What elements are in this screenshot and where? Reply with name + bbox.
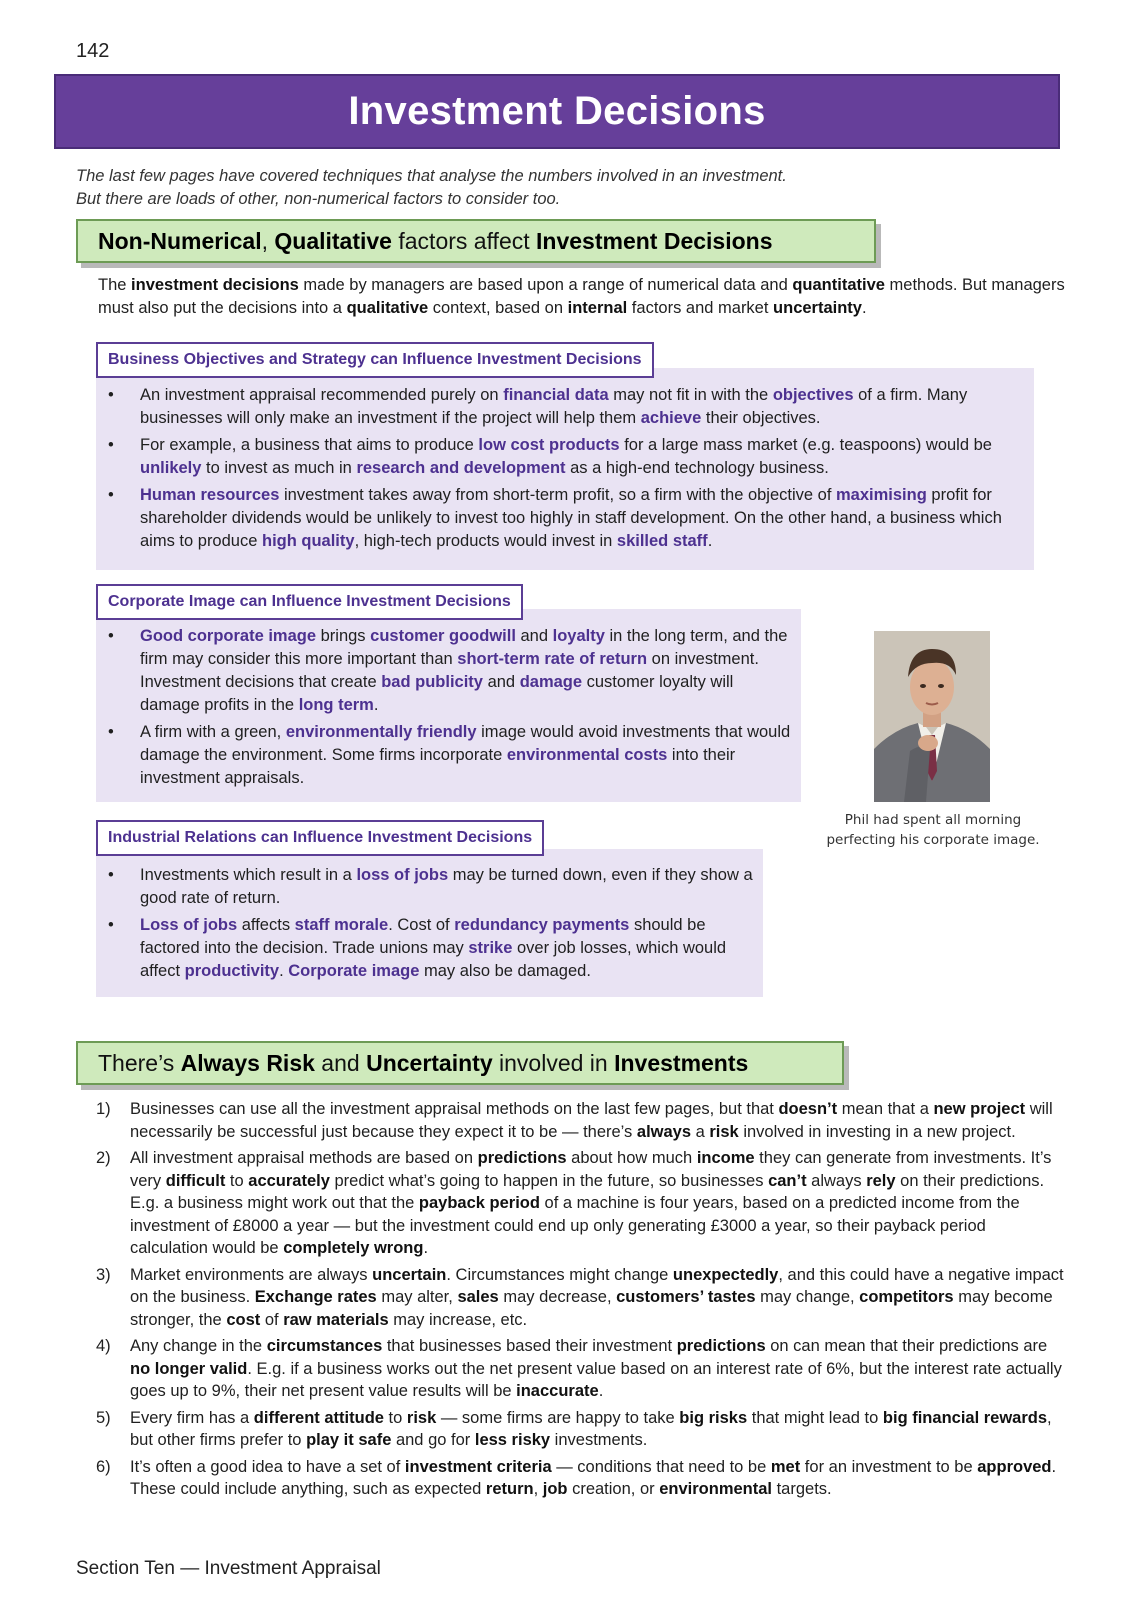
key-term: damage: [519, 673, 583, 691]
bullet-dot-icon: •: [108, 866, 114, 884]
corporate-man-photo: [874, 631, 990, 802]
key-term: loss of jobs: [356, 866, 449, 884]
numbered-item: 3) Market environments are always uncertain. Circumstances might change unexpectedly, and this could have a negative impact on the business. Exchange rates may alter, sales may decrease, customers’ tastes may change, competitors may become stronger, the cost of raw materials may increase, etc.: [96, 1265, 1064, 1329]
item-number: 4): [96, 1337, 111, 1355]
key-term: maximising: [836, 486, 927, 504]
key-term: long term: [298, 696, 374, 714]
bold-term: approved: [977, 1457, 1052, 1476]
key-term: high quality: [261, 532, 355, 550]
bold-term: uncertainty: [773, 299, 862, 317]
bold-term: inaccurate: [516, 1382, 599, 1400]
bold-term: risk: [406, 1408, 437, 1427]
bullet-item: • Good corporate image brings customer goodwill and loyalty in the long term, and the firm may consider this more important than short-term rate of return on investment. Investment decisions that create bad publicity and damage customer loyalty will damage profits in the long term.: [108, 627, 788, 714]
bold-term: cost: [226, 1310, 261, 1329]
bold-term: rely: [866, 1171, 896, 1190]
bold-term: new project: [933, 1100, 1026, 1118]
bold-term: competitors: [859, 1288, 954, 1306]
bold-term: raw materials: [283, 1310, 389, 1329]
corporate-image-list: [96, 625, 796, 794]
businessman-illustration: [874, 631, 990, 802]
key-term: customer goodwill: [370, 627, 516, 645]
bold-term: customers’ tastes: [616, 1288, 756, 1306]
bold-term: Investment Decisions: [536, 228, 773, 254]
bold-term: no longer valid: [130, 1359, 248, 1378]
bold-term: environmental: [659, 1480, 772, 1498]
business-objectives-list: [96, 384, 1021, 557]
intro-line-1: The last few pages have covered techniques that analyse the numbers involved in an investment.: [76, 167, 787, 185]
page-title: Investment Decisions: [348, 89, 766, 133]
page-number: 142: [76, 40, 110, 62]
numbered-item: 2) All investment appraisal methods are based on predictions about how much income they can generate from investments. It’s very difficult to accurately predict what’s going to happen in the future, so businesses can’t always rely on their predictions. E.g. a business might work out that the payback period of a machine is four years, based on a predicted income from the investment of £8000 a year — but the investment could end up only generating £3000 a year, so their payback period calculation would be completely wrong.: [96, 1149, 1052, 1257]
bold-term: uncertain: [372, 1265, 447, 1284]
bullet-item: • Investments which result in a loss of jobs may be turned down, even if they show a good rate of return.: [108, 866, 753, 907]
key-term: Good corporate image: [140, 627, 317, 645]
bold-term: Always Risk: [180, 1050, 315, 1076]
bold-term: predictions: [676, 1337, 766, 1355]
bullet-item: • An investment appraisal recommended purely on financial data may not fit in with the objectives of a firm. Many businesses will only make an investment if the project will help them achieve their objectives.: [108, 386, 968, 427]
bold-term: job: [542, 1480, 568, 1498]
bullet-item: • Human resources investment takes away from short-term profit, so a firm with the objective of maximising profit for shareholder dividends would be unlikely to invest too highly in staff development. On the other hand, a business which aims to produce high quality, high-tech products would invest in skilled staff.: [108, 486, 1002, 550]
item-number: 1): [96, 1100, 111, 1118]
bold-term: qualitative: [346, 299, 429, 317]
bullet-dot-icon: •: [108, 436, 114, 454]
bold-term: risk: [709, 1122, 739, 1141]
bullet-dot-icon: •: [108, 386, 114, 404]
bold-term: return: [485, 1480, 534, 1498]
key-term: loyalty: [552, 627, 605, 645]
key-term: research and development: [356, 459, 566, 477]
bold-term: less risky: [474, 1431, 551, 1449]
photo-caption-line-2: perfecting his corporate image.: [826, 832, 1040, 848]
key-term: Human resources: [140, 486, 280, 504]
bold-term: met: [770, 1457, 801, 1476]
numbered-item: 4) Any change in the circumstances that businesses based their investment predictions on can mean that their predictions are no longer valid. E.g. if a business works out the net present value based on an interest rate of 6%, but the interest rate actually goes up to 9%, their net present value results will be inaccurate.: [96, 1337, 1062, 1400]
item-number: 5): [96, 1408, 111, 1427]
bold-term: always: [636, 1122, 692, 1141]
bold-term: big risks: [679, 1408, 748, 1427]
section-heading-qualitative-factors: Non-Numerical, Qualitative factors affect Investment Decisions: [76, 219, 876, 263]
intro-text: [76, 165, 1076, 211]
section-heading-risk-uncertainty: There’s Always Risk and Uncertainty involved in Investments: [76, 1041, 844, 1085]
bold-term: Qualitative: [274, 228, 392, 254]
corporate-image-heading: Corporate Image can Influence Investment Decisions: [96, 584, 523, 620]
bold-term: play it safe: [306, 1431, 392, 1449]
bold-term: Uncertainty: [366, 1050, 493, 1076]
title-banner: [54, 74, 1060, 149]
item-number: 3): [96, 1265, 111, 1284]
business-objectives-heading: Business Objectives and Strategy can Influence Investment Decisions: [96, 342, 654, 378]
bold-term: Non-Numerical: [98, 228, 262, 254]
key-term: short-term rate of return: [457, 650, 648, 668]
item-number: 2): [96, 1149, 111, 1167]
bullet-dot-icon: •: [108, 916, 114, 934]
bold-term: sales: [457, 1288, 499, 1306]
bold-term: circumstances: [266, 1337, 383, 1355]
key-term: financial data: [503, 386, 609, 404]
bold-term: unexpectedly: [672, 1265, 779, 1284]
key-term: skilled staff: [616, 532, 708, 550]
industrial-relations-list: [96, 864, 756, 987]
photo-caption-line-1: Phil had spent all morning: [844, 812, 1022, 828]
key-term: environmental costs: [506, 746, 668, 764]
bold-term: quantitative: [792, 276, 885, 294]
key-term: objectives: [772, 386, 854, 404]
key-term: environmentally friendly: [285, 723, 477, 741]
risk-numbered-list: [76, 1098, 1066, 1505]
key-term: low cost products: [478, 436, 620, 454]
intro-line-2: But there are loads of other, non-numerical factors to consider too.: [76, 190, 561, 208]
bullet-dot-icon: •: [108, 486, 114, 504]
numbered-item: 1) Businesses can use all the investment appraisal methods on the last few pages, but that doesn’t mean that a new project will necessarily be successful just because they expect it to be — there’s always a risk involved in investing in a new project.: [96, 1100, 1053, 1141]
key-term: achieve: [640, 409, 702, 427]
key-term: Loss of jobs: [140, 916, 238, 934]
key-term: productivity: [184, 962, 280, 980]
key-term: staff morale: [294, 916, 389, 934]
key-term: unlikely: [140, 459, 202, 477]
bold-term: different attitude: [253, 1408, 384, 1427]
key-term: strike: [468, 939, 513, 957]
bullet-item: • A firm with a green, environmentally friendly image would avoid investments that would damage the environment. Some firms incorporate environmental costs into their investment appraisals.: [108, 723, 791, 787]
photo-caption: [820, 810, 1046, 850]
bold-term: can’t: [768, 1171, 807, 1190]
bold-term: doesn’t: [778, 1100, 838, 1118]
bullet-dot-icon: •: [108, 627, 114, 645]
bold-term: predictions: [477, 1149, 567, 1167]
bold-term: difficult: [165, 1171, 226, 1190]
bold-term: Exchange rates: [254, 1288, 377, 1306]
bold-term: Investments: [614, 1050, 749, 1076]
key-term: redundancy payments: [454, 916, 630, 934]
bold-term: internal: [567, 299, 628, 317]
bold-term: payback period: [418, 1194, 540, 1212]
bullet-dot-icon: •: [108, 723, 114, 741]
qualitative-intro-paragraph: The investment decisions made by managers are based upon a range of numerical data and quantitative methods. But managers must also put the decisions into a qualitative context, based on internal factors and market uncertainty.: [98, 276, 1065, 317]
bullet-item: • Loss of jobs affects staff morale. Cost of redundancy payments should be factored into the decision. Trade unions may strike over job losses, which would affect productivity. Corporate image may also be damaged.: [108, 916, 727, 980]
numbered-item: 5) Every firm has a different attitude to risk — some firms are happy to take big risks that might lead to big financial rewards, but other firms prefer to play it safe and go for less risky investments.: [96, 1408, 1052, 1449]
key-term: Corporate image: [288, 962, 420, 980]
key-term: bad publicity: [381, 673, 483, 691]
bold-term: completely wrong: [283, 1239, 424, 1257]
bold-term: investment criteria: [404, 1457, 552, 1476]
item-number: 6): [96, 1457, 111, 1476]
footer-section-label: Section Ten — Investment Appraisal: [76, 1558, 381, 1579]
industrial-relations-heading: Industrial Relations can Influence Investment Decisions: [96, 820, 544, 856]
bullet-item: • For example, a business that aims to produce low cost products for a large mass market (e.g. teaspoons) would be unlikely to invest as much in research and development as a high-end technology business.: [108, 436, 992, 477]
bold-term: investment decisions: [131, 276, 299, 294]
bold-term: accurately: [248, 1171, 330, 1190]
numbered-item: 6) It’s often a good idea to have a set of investment criteria — conditions that need to be met for an investment to be approved. These could include anything, such as expected return, job creation, or environmental targets.: [96, 1457, 1057, 1498]
bold-term: income: [696, 1149, 755, 1167]
bold-term: big financial rewards: [882, 1408, 1048, 1427]
